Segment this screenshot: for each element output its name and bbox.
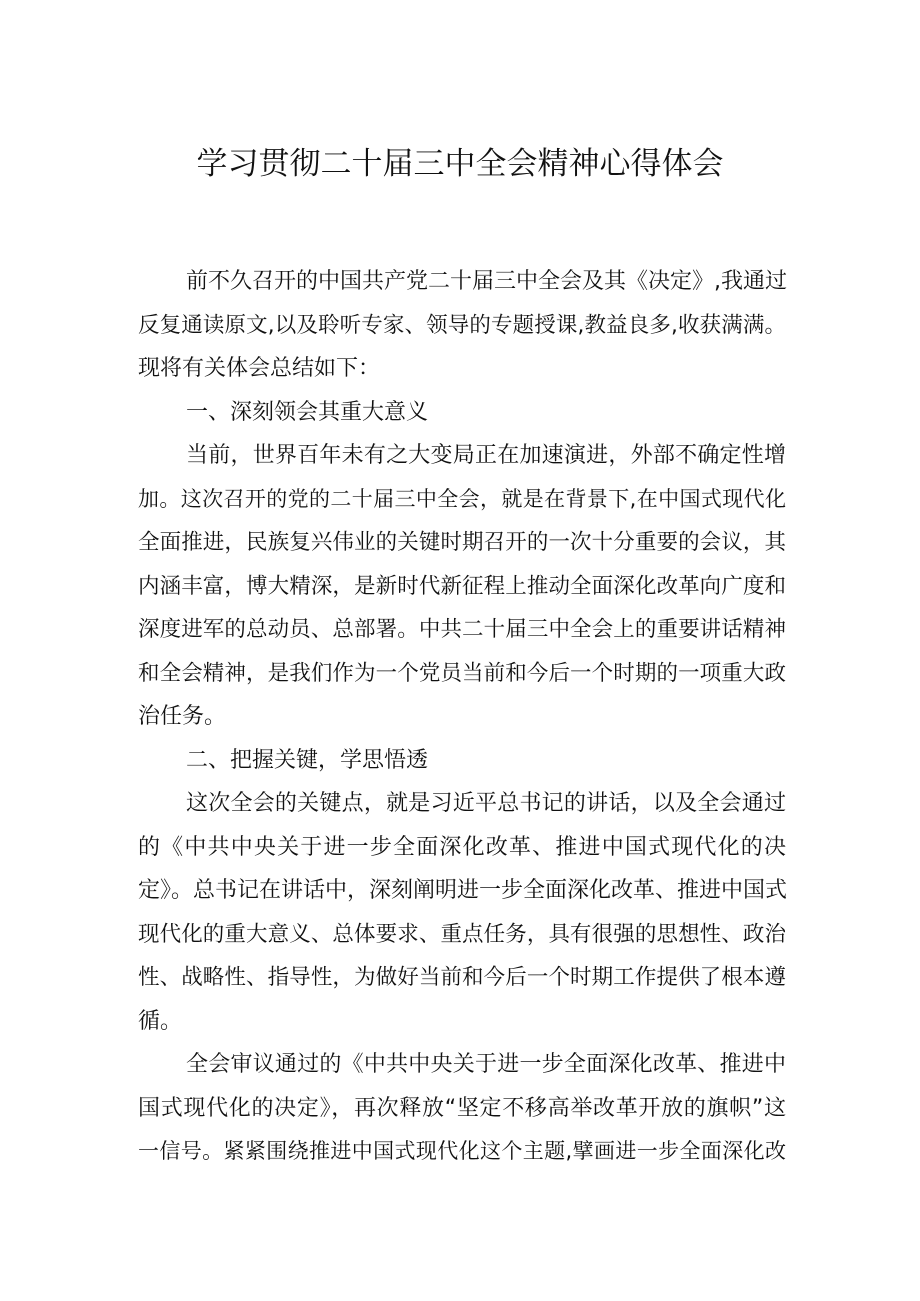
text-line: 一、深刻领会其重大意义 bbox=[186, 399, 429, 425]
text-line: 治任务。 bbox=[138, 704, 227, 729]
document-title: 学习贯彻二十届三中全会精神心得体会 bbox=[196, 146, 724, 182]
text-line: 反复通读原文,以及聆听专家、领导的专题授课,教益良多,收获满满。 bbox=[138, 312, 786, 338]
text-line: 前不久召开的中国共产党二十届三中全会及其《决定》,我通过 bbox=[186, 269, 787, 294]
text-line: 一信号。紧紧围绕推进中国式现代化这个主题,擘画进一步全面深化改 bbox=[138, 1139, 786, 1163]
text-line: 全会审议通过的《中共中央关于进一步全面深化改革、推进中 bbox=[186, 1052, 786, 1077]
text-line: 这次全会的关键点，就是习近平总书记的讲话，以及全会通过 bbox=[186, 791, 786, 816]
text-line: 国式现代化的决定》，再次释放“坚定不移高举改革开放的旗帜”这 bbox=[138, 1095, 786, 1121]
text-line: 当前，世界百年未有之大变局正在加速演进，外部不确定性增 bbox=[186, 443, 786, 468]
text-line: 现代化的重大意义、总体要求、重点任务，具有很强的思想性、政治 bbox=[138, 921, 786, 947]
text-line: 性、战略性、指导性，为做好当前和今后一个时期工作提供了根本遵 bbox=[138, 965, 786, 990]
text-line: 和全会精神，是我们作为一个党员当前和今后一个时期的一项重大政 bbox=[138, 660, 786, 686]
text-line: 定》。总书记在讲话中，深刻阐明进一步全面深化改革、推进中国式 bbox=[138, 878, 788, 903]
text-line: 循。 bbox=[138, 1008, 183, 1034]
document-body bbox=[138, 260, 786, 1174]
text-line: 现将有关体会总结如下： bbox=[138, 356, 381, 381]
text-line: 的《中共中央关于进一步全面深化改革、推进中国式现代化的决 bbox=[138, 834, 786, 860]
text-line: 全面推进，民族复兴伟业的关键时期召开的一次十分重要的会议，其 bbox=[138, 530, 786, 555]
text-line: 加。这次召开的党的二十届三中全会，就是在背景下,在中国式现代化 bbox=[138, 486, 786, 511]
text-line: 二、把握关键，学思悟透 bbox=[186, 747, 429, 773]
text-line: 内涵丰富，博大精深，是新时代新征程上推动全面深化改革向广度和 bbox=[138, 573, 786, 599]
text-line: 深度进军的总动员、总部署。中共二十届三中全会上的重要讲话精神 bbox=[138, 617, 786, 642]
